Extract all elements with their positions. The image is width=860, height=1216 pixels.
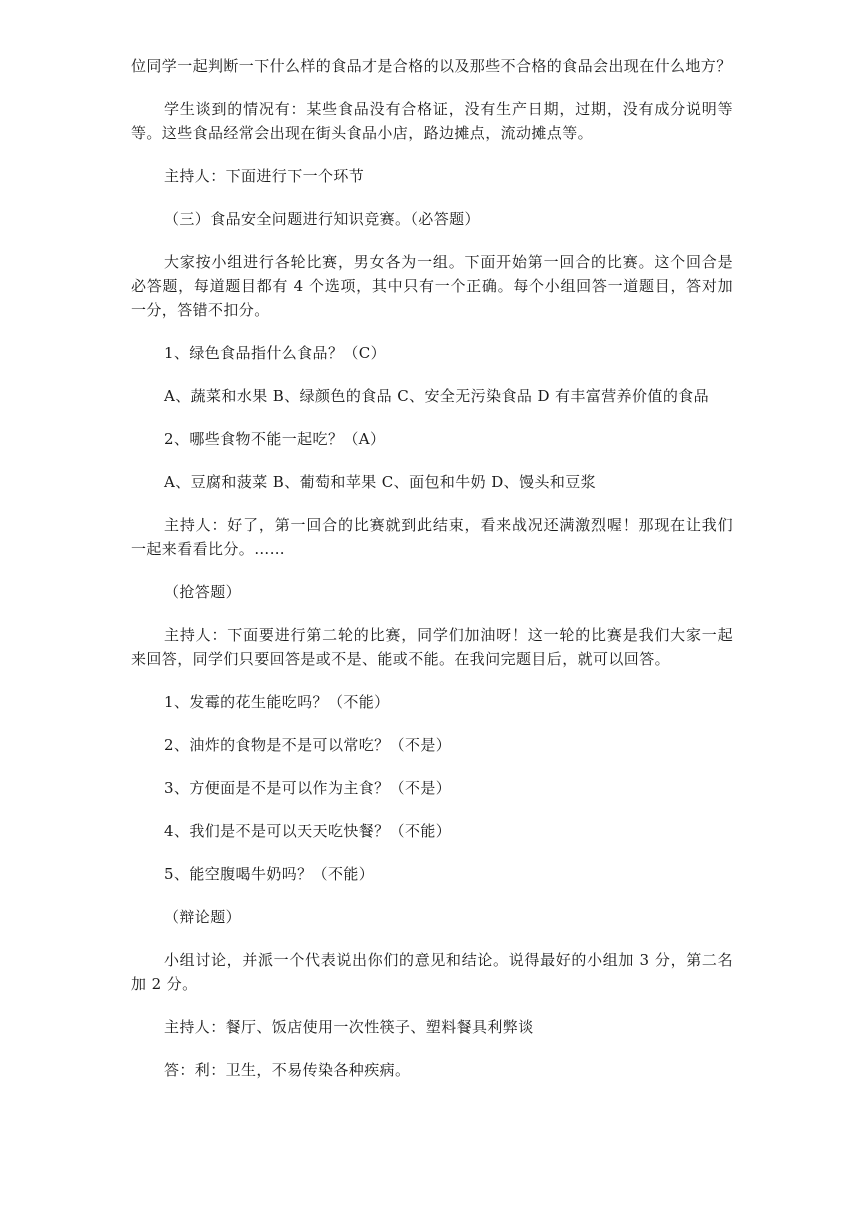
paragraph-quiz-rules: 大家按小组进行各轮比赛，男女各为一组。下面开始第一回合的比赛。这个回合是必答题，每道题目都有 4 个选项，其中只有一个正确。每个小组回答一道题目，答对加一分，答错不扣分。 bbox=[131, 253, 733, 319]
section-heading-rapid-answer: （抢答题） bbox=[164, 583, 242, 601]
question-1: 1、绿色食品指什么食品？（C） bbox=[164, 344, 387, 362]
section-heading-debate: （辩论题） bbox=[164, 908, 242, 926]
rapid-question-1: 1、发霉的花生能吃吗？（不能） bbox=[164, 693, 390, 711]
document-body bbox=[131, 54, 733, 1101]
paragraph-debate-topic: 主持人：餐厅、饭店使用一次性筷子、塑料餐具利弊谈 bbox=[164, 1018, 534, 1036]
rapid-question-4: 4、我们是不是可以天天吃快餐？（不能） bbox=[164, 822, 452, 840]
paragraph-intro-question: 位同学一起判断一下什么样的食品才是合格的以及那些不合格的食品会出现在什么地方？ bbox=[131, 57, 732, 75]
paragraph-debate-answer: 答：利：卫生，不易传染各种疾病。 bbox=[164, 1061, 411, 1079]
rapid-question-2: 2、油炸的食物是不是可以常吃？（不是） bbox=[164, 736, 452, 754]
rapid-question-3: 3、方便面是不是可以作为主食？（不是） bbox=[164, 779, 452, 797]
paragraph-host-round-end: 主持人：好了，第一回合的比赛就到此结束，看来战况还满激烈喔！那现在让我们一起来看看比分。…… bbox=[131, 516, 733, 558]
question-1-options: A、蔬菜和水果 B、绿颜色的食品 C、安全无污染食品 D 有丰富营养价值的食品 bbox=[164, 387, 710, 405]
paragraph-host-round-two: 主持人：下面要进行第二轮的比赛，同学们加油呀！这一轮的比赛是我们大家一起来回答，同学们只要回答是或不是、能或不能。在我问完题目后，就可以回答。 bbox=[131, 626, 733, 668]
rapid-question-5: 5、能空腹喝牛奶吗？（不能） bbox=[164, 865, 375, 883]
paragraph-debate-rules: 小组讨论，并派一个代表说出你们的意见和结论。说得最好的小组加 3 分，第二名加 2 分。 bbox=[131, 951, 733, 993]
section-heading-quiz: （三）食品安全问题进行知识竞赛。（必答题） bbox=[164, 210, 480, 228]
paragraph-student-findings: 学生谈到的情况有：某些食品没有合格证，没有生产日期，过期，没有成分说明等等。这些食品经常会出现在街头食品小店，路边摊点，流动摊点等。 bbox=[131, 100, 733, 142]
question-2: 2、哪些食物不能一起吃？（A） bbox=[164, 430, 386, 448]
question-2-options: A、豆腐和菠菜 B、葡萄和苹果 C、面包和牛奶 D、馒头和豆浆 bbox=[164, 473, 597, 491]
paragraph-host-next-section: 主持人：下面进行下一个环节 bbox=[164, 167, 365, 185]
